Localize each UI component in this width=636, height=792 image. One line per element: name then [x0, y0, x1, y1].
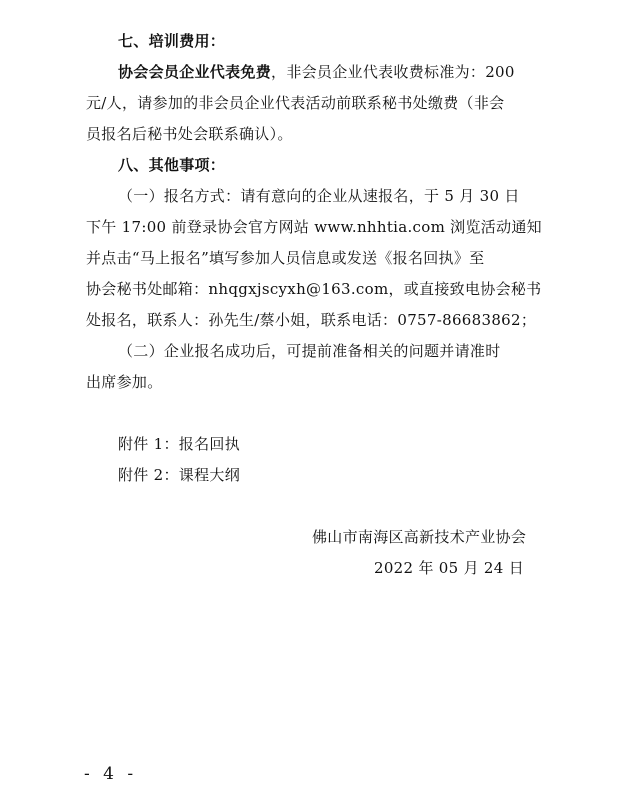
item-1-line-2: 下午 17:00 前登录协会官方网站 www.nhhtia.com 浏览活动通知 — [86, 218, 542, 236]
signature-organization: 佛山市南海区高新技术产业协会 — [312, 528, 527, 546]
item-1-line-4: 协会秘书处邮箱：nhqgxjscyxh@163.com，或直接致电协会秘书 — [86, 280, 542, 298]
fee-standard-text: ，非会员企业代表收费标准为：200 — [271, 63, 515, 81]
item-1-line-1: （一）报名方式：请有意向的企业从速报名，于 5 月 30 日 — [118, 187, 520, 205]
item-1-line-3: 并点击“马上报名”填写参加人员信息或发送《报名回执》至 — [86, 249, 485, 267]
item-1-line-5: 处报名，联系人：孙先生/蔡小姐，联系电话：0757-86683862； — [86, 311, 537, 329]
section-7-heading: 七、培训费用： — [118, 32, 226, 50]
item-2-line-1: （二）企业报名成功后，可提前准备相关的问题并请准时 — [118, 342, 501, 360]
signature-date: 2022 年 05 月 24 日 — [374, 559, 524, 577]
section-7-paragraph-line-2: 元/人，请参加的非会员企业代表活动前联系秘书处缴费（非会 — [86, 94, 505, 112]
member-free-emphasis: 协会会员企业代表免费 — [118, 63, 272, 81]
section-8-heading: 八、其他事项： — [118, 156, 226, 174]
item-2-line-2: 出席参加。 — [86, 373, 163, 391]
section-7-paragraph-line-1 — [118, 57, 588, 88]
attachment-2: 附件 2：课程大纲 — [118, 466, 241, 484]
attachment-1: 附件 1：报名回执 — [118, 435, 241, 453]
page-number: - 4 - — [84, 764, 138, 784]
section-7-paragraph-line-3: 员报名后秘书处会联系确认）。 — [86, 125, 293, 143]
